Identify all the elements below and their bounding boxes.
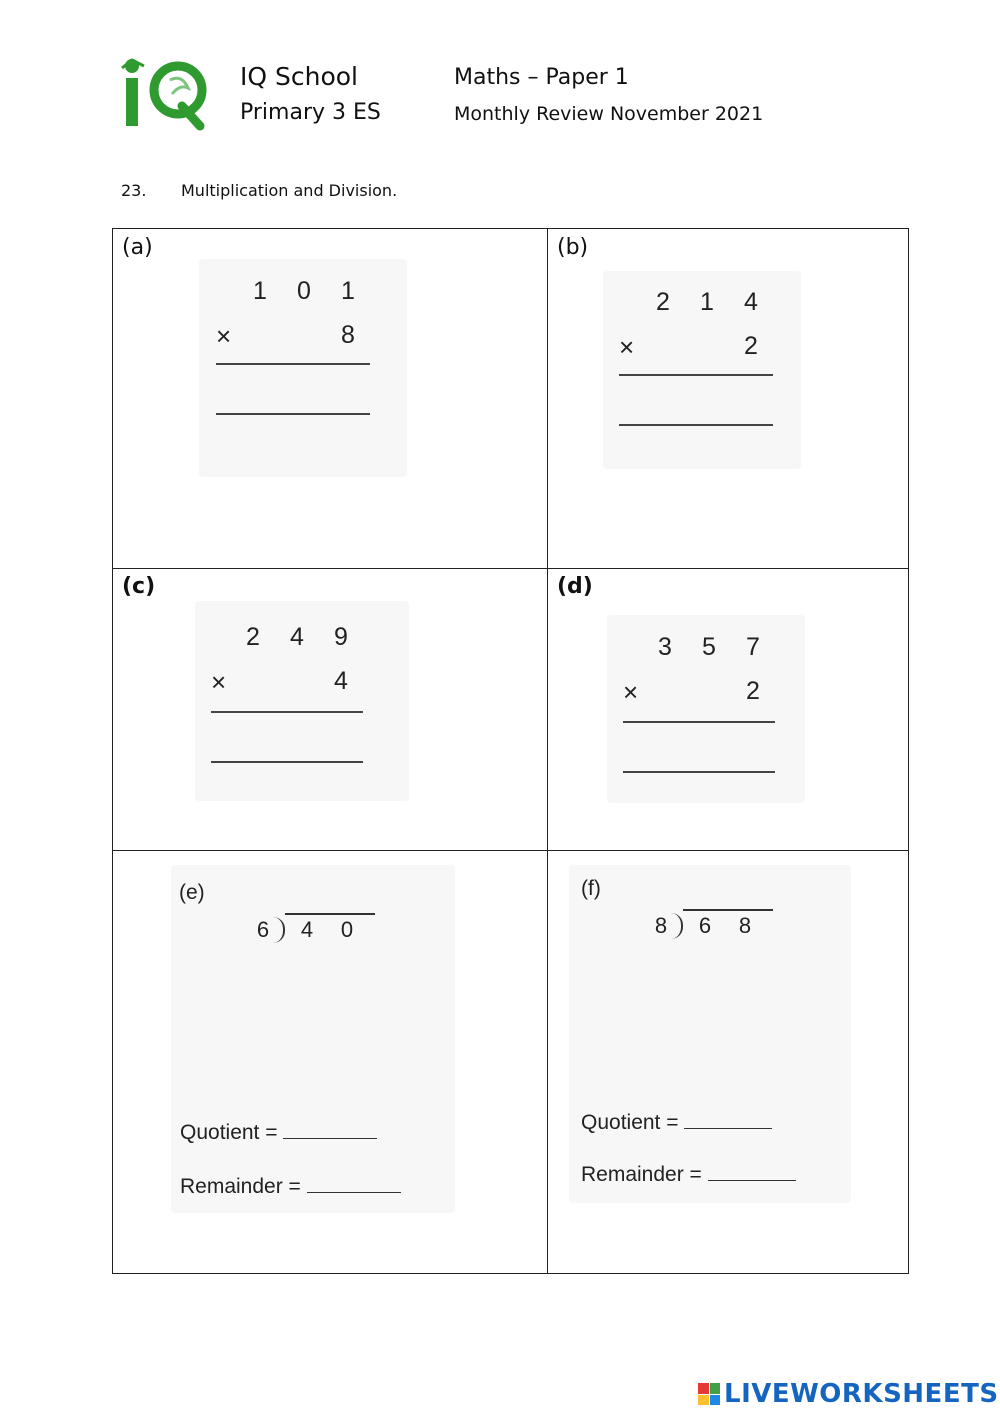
division-overline [285,913,375,915]
multiplier-d [731,677,775,706]
divisor: 6 [256,917,270,942]
answer-line[interactable] [211,761,363,763]
digit: 1 [341,277,355,305]
cell-label-a: (a) [122,235,153,260]
multiplication-b [619,288,773,438]
digit: 9 [334,623,348,651]
cell-label-f: (f) [581,877,601,900]
mark-square [698,1395,709,1406]
answer-line[interactable] [619,424,773,426]
cell-label-e: (e) [179,881,205,904]
review-title: Monthly Review November 2021 [454,103,764,125]
grid-divider-vertical [547,229,548,1273]
question-number: 23. [121,181,147,200]
digit: 2 [656,288,670,316]
multiplication-c [211,623,363,773]
digit: 8 [738,913,752,938]
dividend-f [685,913,765,939]
quotient-row-e [180,1121,377,1145]
multiplication-a [216,277,370,427]
times-icon: × [211,667,227,697]
quotient-blank[interactable] [283,1138,377,1139]
cell-label-c: (c) [122,574,156,599]
cell-label-d: (d) [557,574,593,599]
multiplier-a [326,321,370,350]
digit: 0 [340,917,354,942]
mark-square [698,1383,709,1394]
multiplicand-c [231,623,363,652]
class-level: Primary 3 ES [240,100,381,125]
grid-divider-row-1 [113,568,908,569]
digit: 5 [702,633,716,661]
multiplier-c [319,667,363,696]
question-title: Multiplication and Division. [181,181,398,200]
iq-school-logo-icon [120,54,208,132]
digit: 3 [658,633,672,661]
dividend-e [287,917,367,943]
multiplicand-d [643,633,775,662]
times-icon: × [216,321,232,351]
product-line [623,721,775,723]
digit: 4 [290,623,304,651]
mark-square [710,1395,721,1406]
digit: 6 [698,913,712,938]
multiplicand-a [238,277,370,306]
quotient-row-f [581,1111,772,1135]
liveworksheets-logo-icon [698,1383,720,1405]
cell-label-b: (b) [557,235,589,260]
remainder-blank[interactable] [708,1180,796,1181]
division-overline [683,909,773,911]
product-line [619,374,773,376]
liveworksheets-brand [698,1378,999,1410]
digit: 1 [700,288,714,316]
quotient-label: Quotient = [581,1111,679,1134]
answer-line[interactable] [623,771,775,773]
times-icon: × [619,332,635,362]
exercise-grid [112,228,909,1274]
school-name: IQ School [240,62,358,91]
quotient-label: Quotient = [180,1121,278,1144]
answer-line[interactable] [216,413,370,415]
multiplicand-b [641,288,773,317]
digit: 2 [744,332,758,360]
mark-square [710,1383,721,1394]
remainder-label: Remainder = [180,1175,301,1198]
digit: 1 [253,277,267,305]
digit: 0 [297,277,311,305]
digit: 2 [746,677,760,705]
product-line [216,363,370,365]
digit: 8 [341,321,355,349]
product-line [211,711,363,713]
subject-title: Maths – Paper 1 [454,65,629,90]
multiplication-d [623,633,775,783]
divisor: 8 [654,913,668,938]
remainder-row-e [180,1175,401,1199]
quotient-blank[interactable] [684,1128,772,1129]
brand-text: LIVEWORKSHEETS [724,1379,999,1409]
remainder-row-f [581,1163,796,1187]
times-icon: × [623,677,639,707]
digit: 2 [246,623,260,651]
digit: 4 [300,917,314,942]
remainder-label: Remainder = [581,1163,702,1186]
multiplier-b [729,332,773,361]
digit: 7 [746,633,760,661]
digit: 4 [744,288,758,316]
digit: 4 [334,667,348,695]
grid-divider-row-2 [113,850,908,851]
remainder-blank[interactable] [307,1192,401,1193]
